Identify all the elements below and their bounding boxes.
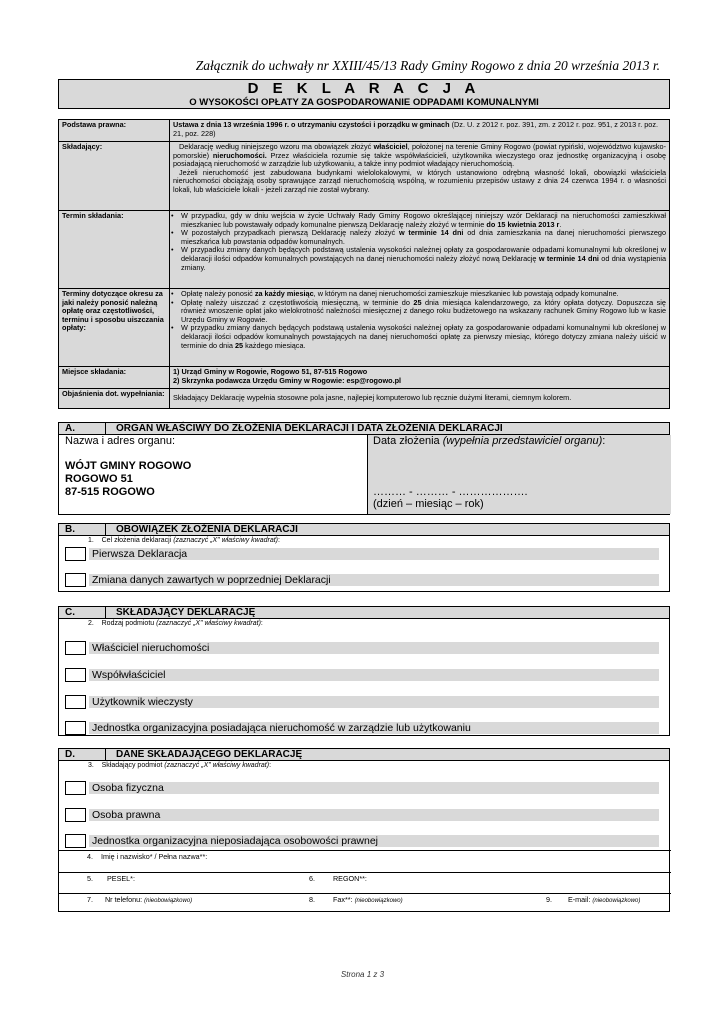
filer-value: Deklarację według niniejszego wzoru ma obowiązek złożyć właściciel, położonej na terenie Gminy Rogowo (powiat rypiński, województwo kujawsko-pomorskie) nieruchomości. Przez właściciela rozumie się także współwłaścicieli, użytkownika wieczystego oraz jednostkę organizacyjną i osobę posiadającą nieruchomość w zarządzie lub użytkowaniu, a także inny podmiot władający nieruchomością. Jeżeli nieruchomość jest zabudowana budynkami wielolokalowymi, w których ustanowiono odrębną własność lokali, obowiązki właściciela nieruchomości obciążają osoby sprawujące zarząd nieruchomością wspólną, w rozumieniu przepisów ustawy z dnia 24 czerwca 1994 r. o własności lokali, lub właściciele lokali - jeżeli zarząd nie został wybrany. xyxy=(170,142,670,211)
checkbox-legal-person[interactable] xyxy=(65,808,86,822)
deadline-value: • W przypadku, gdy w dniu wejścia w życie Uchwały Rady Gminy Rogowo określającej niniejszy wzór Deklaracji na nieruchomości zamieszkiwał mieszkaniec lub powstawały odpady komunalne pierwszą Deklarację należy złożyć w terminie do 15 kwietnia 2013 r. • W pozostałych przypadkach pierwszą Deklarację należy złożyć w terminie 14 dni od dnia zamieszkania na danej nieruchomości pierwszego mieszkańca lub powstania odpadów komunalnych. • W przypadku zmiany danych będących podstawą ustalenia wysokości należnej opłaty za gospodarowanie odpadami komunalnymi lub określonej w deklaracji ilości odpadów komunalnych powstających na danej nieruchomości należy złożyć nową Deklarację w terminie 14 dni od dnia wystąpienia zmiany. xyxy=(170,211,670,289)
checkbox-co-owner[interactable] xyxy=(65,668,86,682)
info-row-explain xyxy=(59,389,670,409)
organ-address: WÓJT GMINY ROGOWO ROGOWO 51 87-515 ROGOWO xyxy=(65,460,192,498)
place-label: Miejsce składania: xyxy=(59,367,170,389)
section-b-body xyxy=(58,536,670,592)
section-d-body xyxy=(58,761,670,912)
page-number: Strona 1 z 3 xyxy=(340,970,385,979)
info-row-payment xyxy=(59,289,670,367)
document-title: D E K L A R A C J A xyxy=(247,80,481,97)
place-value: 1) Urząd Gminy w Rogowie, Rogowo 51, 87-515 Rogowo 2) Skrzynka podawcza Urzędu Gminy w Rogowie: esp@rogowo.pl xyxy=(170,367,670,389)
name-field[interactable] xyxy=(59,862,671,872)
name-field-label: 4. Imię i nazwisko* / Pełna nazwa**: xyxy=(87,852,208,861)
fax-field-label: 8. Fax**: (nieobowiązkowo) xyxy=(309,895,403,904)
info-table xyxy=(58,119,670,409)
option-unit-without-legal-personality: Jednostka organizacyjna nieposiadająca osobowości prawnej xyxy=(89,835,659,847)
filer-label: Składający: xyxy=(59,142,170,211)
pesel-field-label: 5. PESEL*: xyxy=(87,874,135,883)
section-d-header: D. DANE SKŁADAJĄCEGO DEKLARACJĘ xyxy=(58,748,670,761)
date-cell xyxy=(368,435,671,514)
legal-value: Ustawa z dnia 13 września 1996 r. o utrzymaniu czystości i porządku w gminach (Dz. U. z 2012 r. poz. 391, zm. z 2012 r. poz. 951, z 2013 r. poz. 21, poz. 228) xyxy=(170,120,670,142)
divider xyxy=(59,850,671,851)
document-subtitle: O WYSOKOŚCI OPŁATY ZA GOSPODAROWANIE ODPADAMI KOMUNALNYMI xyxy=(189,97,539,108)
deadline-label: Termin składania: xyxy=(59,211,170,289)
option-change-data: Zmiana danych zawartych w poprzedniej Deklaracji xyxy=(89,574,659,586)
explain-value: Składający Deklarację wypełnia stosowne pola jasne, najlepiej komputerowo lub ręcznie dużymi literami, ciemnym kolorem. xyxy=(170,389,670,409)
checkbox-unit-without-legal-personality[interactable] xyxy=(65,834,86,848)
section-a-header: A. ORGAN WŁAŚCIWY DO ZŁOŻENIA DEKLARACJI I DATA ZŁOŻENIA DEKLARACJI xyxy=(58,422,670,435)
regon-field[interactable] xyxy=(309,873,671,893)
email-field-label: 9. E-mail: (nieobowiązkowo) xyxy=(546,895,641,904)
regon-field-label: 6. REGON**: xyxy=(309,874,367,883)
info-row-legal xyxy=(59,120,670,142)
explain-label: Objaśnienia dot. wypełniania: xyxy=(59,389,170,409)
q3-label: 3. Składający podmiot (zaznaczyć „X" właściwy kwadrat): xyxy=(88,762,272,769)
checkbox-perpetual-user[interactable] xyxy=(65,695,86,709)
payment-label: Terminy dotyczące okresu za jaki należy ponosić należną opłatę oraz częstotliwości, terminu i sposobu uiszczania opłaty: xyxy=(59,289,170,367)
checkbox-change-data[interactable] xyxy=(65,573,86,587)
option-perpetual-user: Użytkownik wieczysty xyxy=(89,696,659,708)
title-box xyxy=(58,79,670,109)
pesel-field[interactable] xyxy=(59,873,299,893)
date-hint: (dzień – miesiąc – rok) xyxy=(373,498,484,510)
fax-field[interactable] xyxy=(309,894,539,911)
organ-cell xyxy=(59,435,368,514)
checkbox-first-declaration[interactable] xyxy=(65,547,86,561)
phone-field-label: 7. Nr telefonu: (nieobowiązkowo) xyxy=(87,895,193,904)
option-owner: Właściciel nieruchomości xyxy=(89,642,659,654)
section-a-body xyxy=(58,435,670,515)
option-co-owner: Współwłaściciel xyxy=(89,669,659,681)
info-row-deadline xyxy=(59,211,670,289)
option-legal-person: Osoba prawna xyxy=(89,809,659,821)
date-label: Data złożenia (wypełnia przedstawiciel organu): xyxy=(373,435,606,447)
section-c-body xyxy=(58,619,670,736)
info-row-place xyxy=(59,367,670,389)
checkbox-owner[interactable] xyxy=(65,641,86,655)
checkbox-organizational-unit[interactable] xyxy=(65,721,86,735)
attachment-note: Załącznik do uchwały nr XXIII/45/13 Rady Gminy Rogowo z dnia 20 września 2013 r. xyxy=(195,58,660,73)
legal-label: Podstawa prawna: xyxy=(59,120,170,142)
option-organizational-unit: Jednostka organizacyjna posiadająca nieruchomość w zarządzie lub użytkowaniu xyxy=(89,722,659,734)
q1-label: 1. Cel złożenia deklaracji (zaznaczyć „X" właściwy kwadrat): xyxy=(88,537,280,544)
checkbox-natural-person[interactable] xyxy=(65,781,86,795)
phone-field[interactable] xyxy=(59,894,299,911)
date-dots[interactable]: ……… - ……… - ………………. xyxy=(373,486,528,498)
organ-label: Nazwa i adres organu: xyxy=(65,435,176,447)
option-first-declaration: Pierwsza Deklaracja xyxy=(89,548,659,560)
info-row-filer xyxy=(59,142,670,211)
option-natural-person: Osoba fizyczna xyxy=(89,782,659,794)
q2-label: 2. Rodzaj podmiotu (zaznaczyć „X" właściwy kwadrat): xyxy=(88,620,263,627)
section-b-header: B. OBOWIĄZEK ZŁOŻENIA DEKLARACJI xyxy=(58,523,670,536)
payment-value: • Opłatę należy ponosić za każdy miesiąc, w którym na danej nieruchomości zamieszkuje mieszkaniec lub powstają odpady komunalne. • Opłatę należy uiszczać z częstotliwością miesięczną, w terminie do 25 dnia miesiąca kalendarzowego, za który opłata dotyczy. Dopuszcza się również wnoszenie opłat jako wielokrotność należności miesięcznej z danego roku budżetowego na wskazany rachunek Gminy Rogowo lub w kasie Urzędu Gminy w Rogowie. • W przypadku zmiany danych będących podstawą ustalenia wysokości należnej opłaty za gospodarowanie odpadami komunalnymi lub określonej w deklaracji ilości odpadów komunalnych powstających na danej nieruchomości opłatę za pierwszy miesiąc, którego dotyczy zmiana należy uiścić w terminie do dnia 25 każdego miesiąca. xyxy=(170,289,670,367)
email-field[interactable] xyxy=(546,894,671,911)
section-c-header: C. SKŁADAJĄCY DEKLARACJĘ xyxy=(58,606,670,619)
